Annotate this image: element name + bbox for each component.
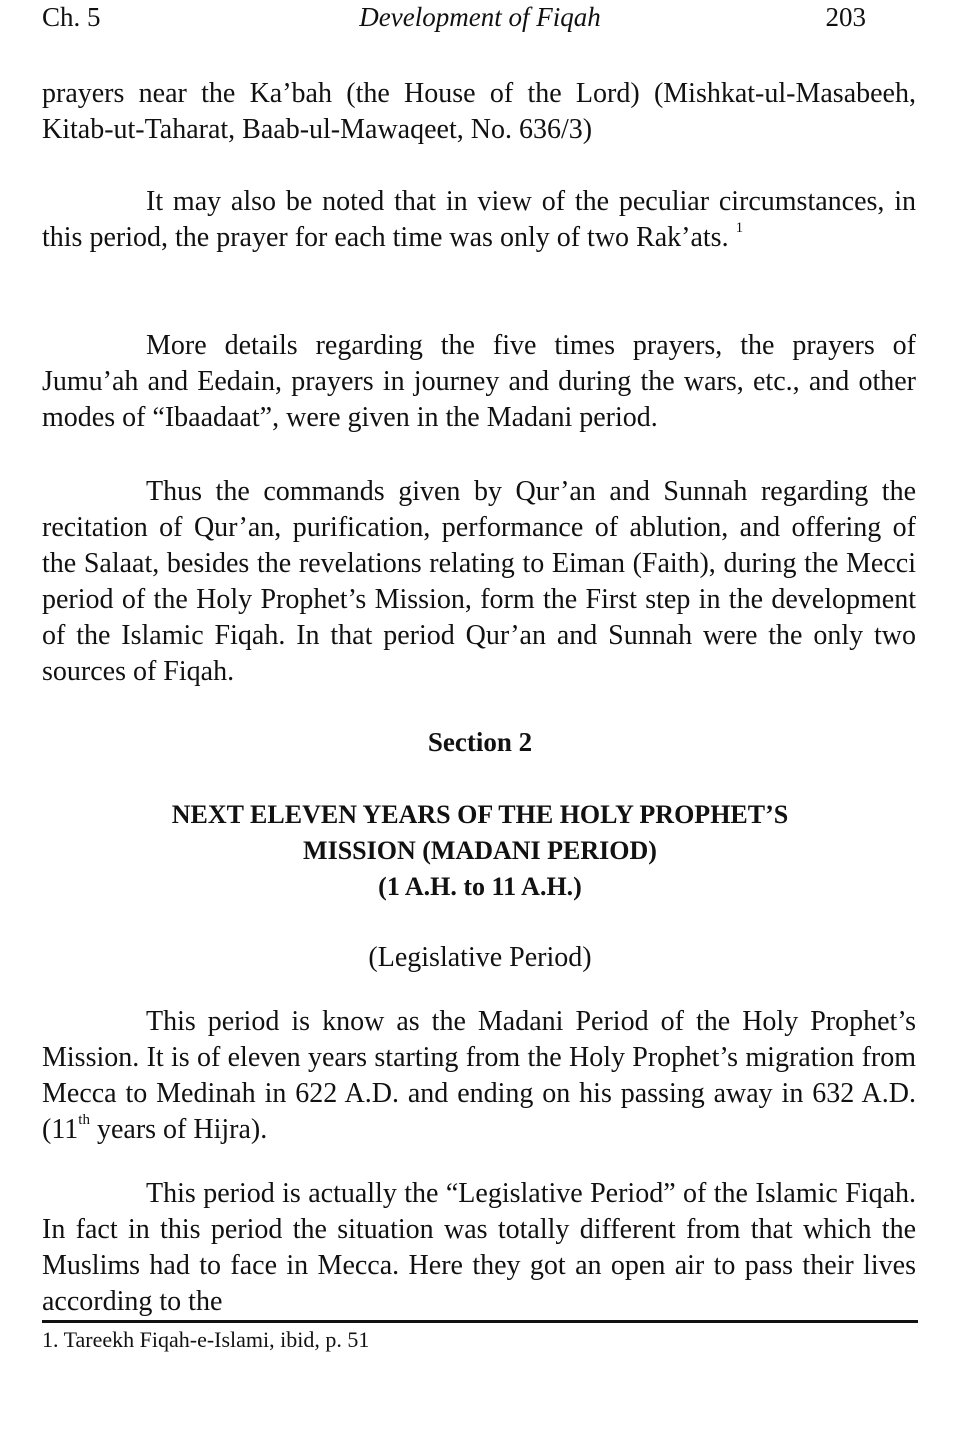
paragraph-madani-period <box>42 1004 916 1148</box>
footnote: 1. Tareekh Fiqah-e-Islami, ibid, p. 51 <box>42 1327 370 1352</box>
paragraph-commands: Thus the commands given by Qur’an and Sunnah regarding the recitation of Qur’an, purification, performance of ablution, and offering of the Salaat, besides the revelations relating to Eiman (Faith), during the Mecci period of the Holy Prophet’s Mission, form the First step in the development of the Islamic Fiqah. In that period Qur’an and Sunnah were the only two sources of Fiqah. <box>42 476 916 687</box>
paragraph-madani-tail: years of Hijra). <box>89 1114 268 1145</box>
book-page <box>42 0 918 1446</box>
chapter-label: Ch. 5 <box>42 2 101 32</box>
section-heading <box>42 797 918 905</box>
section-heading-line-3: (1 A.H. to 11 A.H.) <box>378 872 582 901</box>
paragraph-details: More details regarding the five times prayers, the prayers of Jumu’ah and Eedain, prayers in journey and during the wars, etc., and other modes of “Ibaadaat”, were given in the Madani period. <box>42 330 916 433</box>
footnote-reference: 1 <box>735 219 744 236</box>
paragraph-rakats-text: It may also be noted that in view of the peculiar circumstances, in this period, the prayer for each time was only of two Rak’ats. <box>42 186 916 253</box>
page-number: 203 <box>825 2 866 32</box>
ordinal-superscript: th <box>78 1111 90 1128</box>
running-title: Development of Fiqah <box>359 2 601 32</box>
paragraph-continuation: prayers near the Ka’bah (the House of the Lord) (Mishkat-ul-Masabeeh, Kitab-ut-Taharat, Baab-ul-Mawaqeet, No. 636/3) <box>42 78 916 145</box>
section-heading-line-1: NEXT ELEVEN YEARS OF THE HOLY PROPHET’S <box>171 800 789 829</box>
section-heading-line-2: MISSION (MADANI PERIOD) <box>303 836 657 865</box>
section-label: Section 2 <box>427 727 533 757</box>
paragraph-rakats <box>42 184 916 256</box>
paragraph-madani-text: This period is know as the Madani Period of the Holy Prophet’s Mission. It is of eleven years starting from the Holy Prophet’s migration from Mecca to Medinah in 622 A.D. and ending on his passing away in 632 A.D. (11 <box>42 1006 916 1145</box>
section-subheading: (Legislative Period) <box>368 942 592 973</box>
footnote-divider <box>42 1320 918 1323</box>
running-header <box>42 2 918 38</box>
paragraph-legislative: This period is actually the “Legislative Period” of the Islamic Fiqah. In fact in this period the situation was totally different from that which the Muslims had to face in Mecca. Here they got an open air to pass their lives according to the <box>42 1178 916 1317</box>
